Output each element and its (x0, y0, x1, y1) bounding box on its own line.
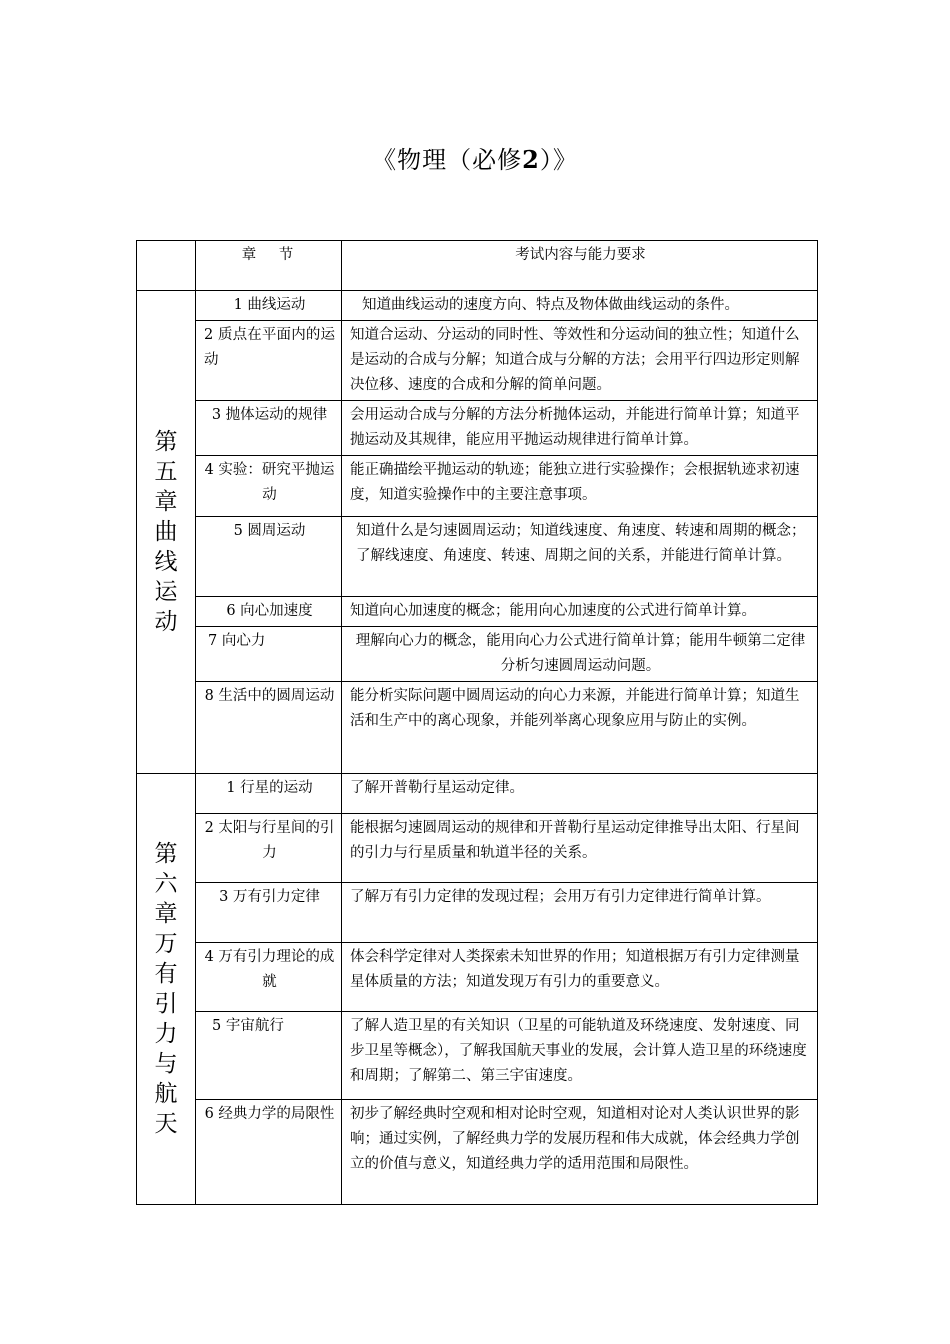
content-cell: 了解万有引力定律的发现过程；会用万有引力定律进行简单计算。 (342, 883, 818, 943)
content-cell: 了解开普勒行星运动定律。 (342, 774, 818, 814)
chapter-name: 第五章 曲线运动 (154, 428, 201, 635)
table-row (137, 1012, 818, 1100)
table-row (137, 291, 818, 321)
section-cell: 6 经典力学的局限性 (196, 1100, 342, 1205)
page-title-main: 《物理（必修 (372, 146, 523, 174)
table-row (137, 682, 818, 774)
table-row (137, 814, 818, 883)
page-title (0, 140, 950, 175)
table-row (137, 517, 818, 597)
header-content-cell: 考试内容与能力要求 (342, 241, 818, 291)
section-cell: 3 抛体运动的规律 (196, 401, 342, 456)
chapter-name: 第六章 万有引力与航天 (154, 840, 201, 1137)
section-cell: 4 实验：研究平抛运动 (196, 456, 342, 517)
content-cell: 理解向心力的概念，能用向心力公式进行简单计算；能用牛顿第二定律分析匀速圆周运动问题。 (342, 627, 818, 682)
section-cell: 3 万有引力定律 (196, 883, 342, 943)
content-cell: 体会科学定律对人类探索未知世界的作用；知道根据万有引力定律测量星体质量的方法；知道发现万有引力的重要意义。 (342, 943, 818, 1012)
content-cell: 知道曲线运动的速度方向、特点及物体做曲线运动的条件。 (342, 291, 818, 321)
section-cell: 5 宇宙航行 (196, 1012, 342, 1100)
table-row (137, 1100, 818, 1205)
section-cell: 4 万有引力理论的成就 (196, 943, 342, 1012)
table-header-row (137, 241, 818, 291)
table-row (137, 597, 818, 627)
table-row (137, 321, 818, 401)
section-cell: 7 向心力 (196, 627, 342, 682)
content-cell: 知道合运动、分运动的同时性、等效性和分运动间的独立性；知道什么是运动的合成与分解；知道合成与分解的方法；会用平行四边形定则解决位移、速度的合成和分解的简单问题。 (342, 321, 818, 401)
header-chapter-cell (137, 241, 196, 291)
content-cell: 能分析实际问题中圆周运动的向心力来源，并能进行简单计算；知道生活和生产中的离心现象，并能列举离心现象应用与防止的实例。 (342, 682, 818, 774)
content-cell: 能根据匀速圆周运动的规律和开普勒行星运动定律推导出太阳、行星间的引力与行星质量和轨道半径的关系。 (342, 814, 818, 883)
section-cell: 1 行星的运动 (196, 774, 342, 814)
syllabus-table (136, 240, 818, 1205)
content-cell: 知道向心加速度的概念；能用向心加速度的公式进行简单计算。 (342, 597, 818, 627)
section-cell: 2 质点在平面内的运动 (196, 321, 342, 401)
content-cell: 会用运动合成与分解的方法分析抛体运动，并能进行简单计算；知道平抛运动及其规律，能应用平抛运动规律进行简单计算。 (342, 401, 818, 456)
page-title-end: ）》 (539, 146, 578, 174)
chapter-cell-6 (137, 774, 201, 1205)
section-cell: 6 向心加速度 (196, 597, 342, 627)
table-row (137, 456, 818, 517)
header-section-cell: 章 节 (196, 241, 342, 291)
page-title-number: 2 (522, 145, 540, 174)
table-row (137, 774, 818, 814)
content-cell: 能正确描绘平抛运动的轨迹；能独立进行实验操作；会根据轨迹求初速度，知道实验操作中的主要注意事项。 (342, 456, 818, 517)
section-cell: 8 生活中的圆周运动 (196, 682, 342, 774)
chapter-cell-5 (137, 291, 201, 774)
section-cell: 2 太阳与行星间的引力 (196, 814, 342, 883)
table-row (137, 401, 818, 456)
content-cell: 了解人造卫星的有关知识（卫星的可能轨道及环绕速度、发射速度、同步卫星等概念），了解我国航天事业的发展，会计算人造卫星的环绕速度和周期；了解第二、第三宇宙速度。 (342, 1012, 818, 1100)
content-cell: 初步了解经典时空观和相对论时空观，知道相对论对人类认识世界的影响；通过实例，了解经典力学的发展历程和伟大成就，体会经典力学创立的价值与意义，知道经典力学的适用范围和局限性。 (342, 1100, 818, 1205)
section-cell: 1 曲线运动 (196, 291, 342, 321)
table-row (137, 627, 818, 682)
section-cell: 5 圆周运动 (196, 517, 342, 597)
content-cell: 知道什么是匀速圆周运动；知道线速度、角速度、转速和周期的概念；了解线速度、角速度、转速、周期之间的关系，并能进行简单计算。 (342, 517, 818, 597)
table-row (137, 943, 818, 1012)
table-row (137, 883, 818, 943)
